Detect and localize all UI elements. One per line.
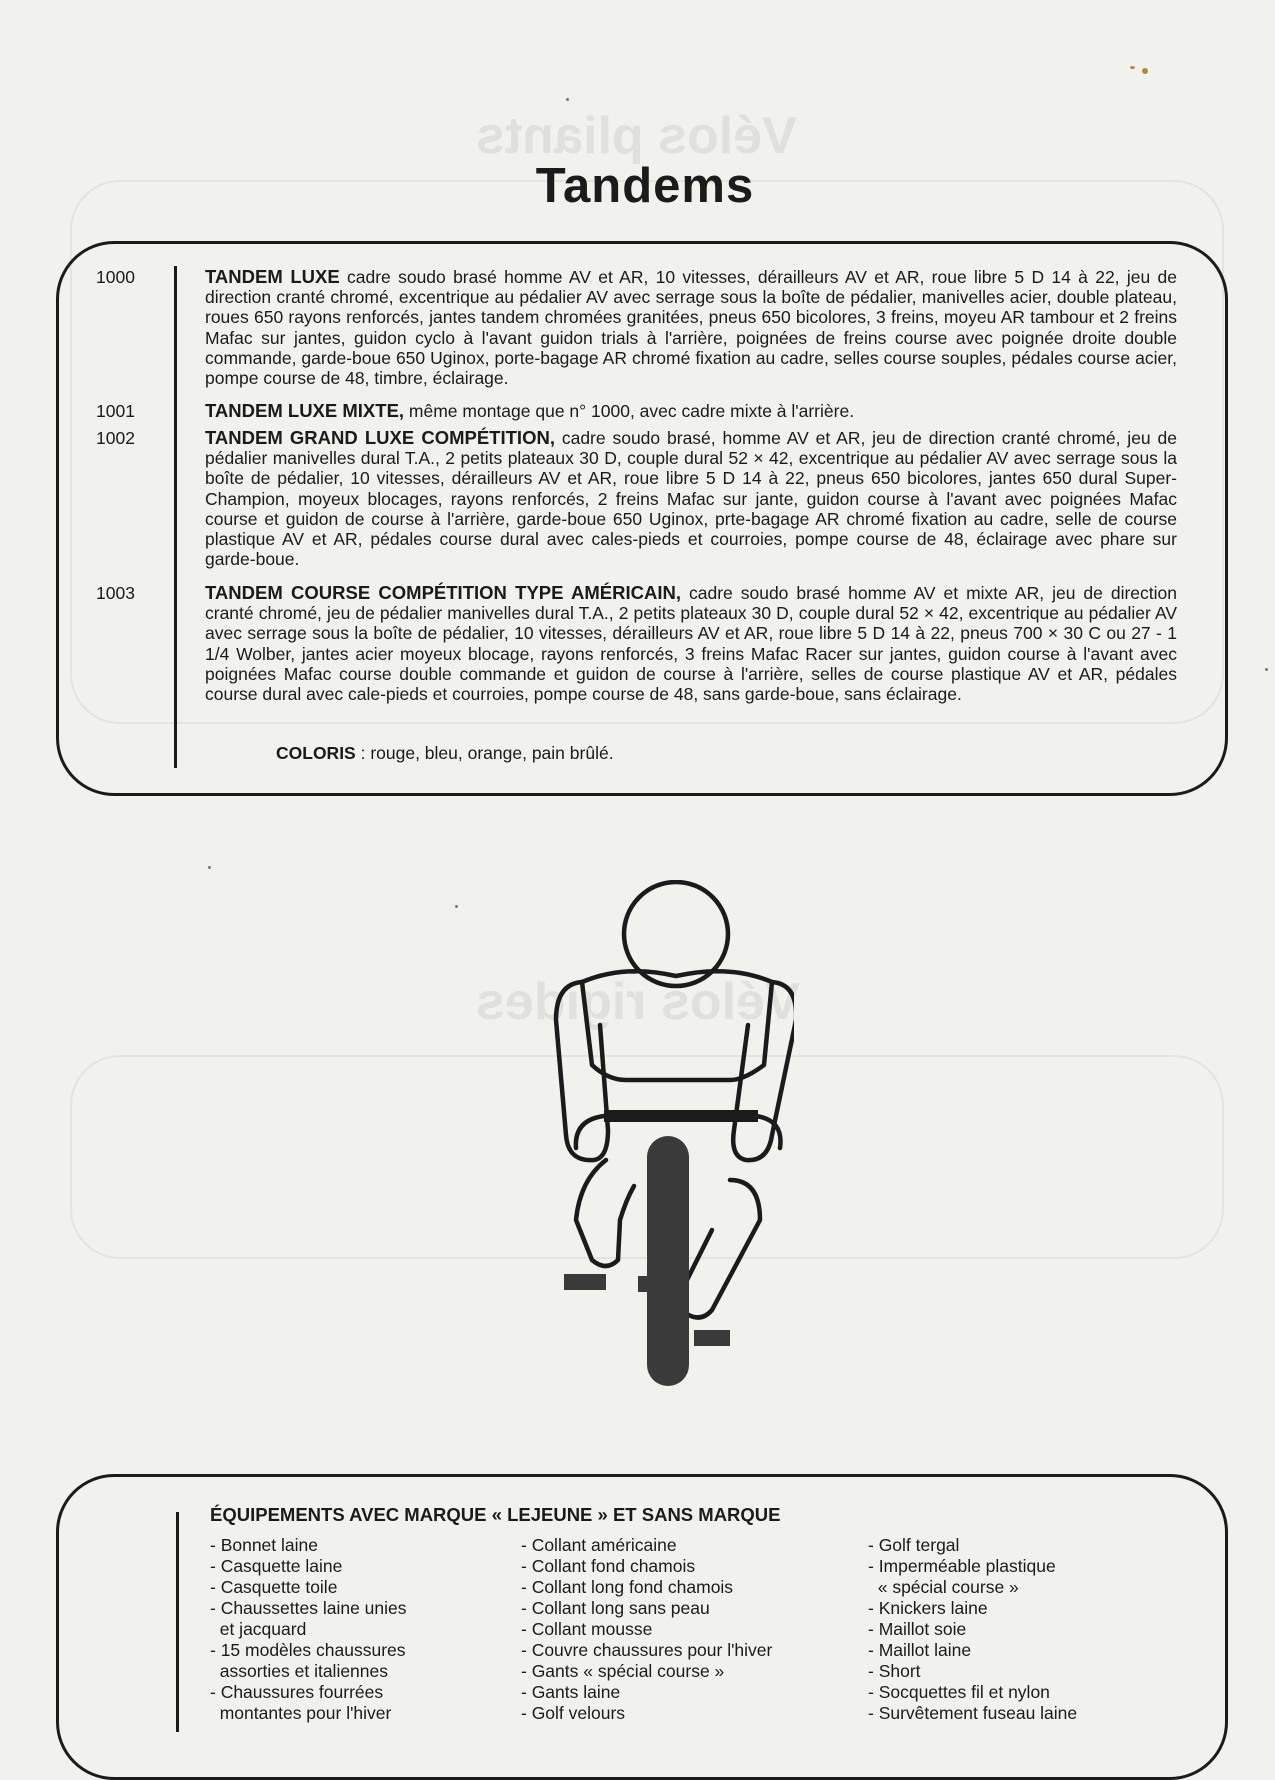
equipment-column-1 xyxy=(210,1535,407,1724)
tandems-divider xyxy=(174,266,177,768)
list-item: « spécial course » xyxy=(868,1577,1019,1597)
list-item: - Maillot soie xyxy=(868,1619,967,1639)
page-title: Tandems xyxy=(535,159,755,213)
equipment-column-2 xyxy=(521,1535,772,1724)
list-item: - Gants « spécial course » xyxy=(521,1661,725,1681)
tandem-name: TANDEM LUXE MIXTE, xyxy=(205,400,405,421)
list-item: - Short xyxy=(868,1661,921,1681)
coloris-value: : rouge, bleu, orange, pain brûlé. xyxy=(355,743,614,763)
list-item: - Golf tergal xyxy=(868,1535,960,1555)
list-item: montantes pour l'hiver xyxy=(210,1703,392,1723)
list-item: - Maillot laine xyxy=(868,1640,972,1660)
ghost-title-top: Vélos pliants xyxy=(476,107,797,165)
list-item: - Casquette laine xyxy=(210,1556,343,1576)
item-number-1003: 1003 xyxy=(96,583,135,603)
list-item: - Gants laine xyxy=(521,1682,621,1702)
list-item: - 15 modèles chaussures xyxy=(210,1640,406,1660)
list-item: - Collant long fond chamois xyxy=(521,1577,734,1597)
speck xyxy=(566,98,569,101)
list-item: - Collant mousse xyxy=(521,1619,653,1639)
tandem-name: TANDEM LUXE xyxy=(205,266,340,287)
tandem-entry-1002 xyxy=(205,428,1177,569)
list-item: et jacquard xyxy=(210,1619,307,1639)
tandem-entry-1001 xyxy=(205,401,1177,421)
tandem-name: TANDEM COURSE COMPÉTITION TYPE AMÉRICAIN, xyxy=(205,582,681,603)
equipment-column-3 xyxy=(868,1535,1077,1724)
cyclist-pictogram-icon xyxy=(534,880,794,1390)
tandem-description: cadre soudo brasé homme AV et mixte AR, jeu de direction cranté chromé, jeu de pédalier manivelles dural T.A., 2 petits plateaux 30 D, couple dural 52 × 42, excentrique au pédalier AV avec serrage sous la boîte de pédalier, 10 vitesses, dérailleurs AV et AR, roue libre 5 D 14 à 22, pneus 700 × 30 C ou 27 - 1 1/4 Wolber, jantes acier moyeux blocage, rayons renforcés, 3 freins Mafac Racer sur jantes, guidon course à l'avant avec poignées Mafac course double commande et guidon de course à l'arrière, selles de course plastique AV et AR, pédales course dural avec cale-pieds et courroies, pompe course de 48, sans garde-boue, sans éclairage. xyxy=(205,583,1177,705)
list-item: - Knickers laine xyxy=(868,1598,988,1618)
speck xyxy=(208,866,211,869)
tandem-entry-1003 xyxy=(205,583,1177,704)
equipment-title: ÉQUIPEMENTS AVEC MARQUE « LEJEUNE » ET SANS MARQUE xyxy=(210,1504,781,1525)
coloris-label: COLORIS xyxy=(276,743,356,763)
tandem-description: même montage que n° 1000, avec cadre mixte à l'arrière. xyxy=(404,401,855,421)
list-item: - Bonnet laine xyxy=(210,1535,318,1555)
list-item: - Imperméable plastique xyxy=(868,1556,1056,1576)
list-item: - Golf velours xyxy=(521,1703,626,1723)
list-item: - Socquettes fil et nylon xyxy=(868,1682,1050,1702)
list-item: - Collant fond chamois xyxy=(521,1556,696,1576)
list-item: - Couvre chaussures pour l'hiver xyxy=(521,1640,773,1660)
item-number-1001: 1001 xyxy=(96,401,135,421)
speck xyxy=(1142,68,1148,74)
coloris-line xyxy=(276,743,614,764)
list-item: - Chaussures fourrées xyxy=(210,1682,384,1702)
speck xyxy=(1130,66,1135,69)
list-item: - Collant long sans peau xyxy=(521,1598,710,1618)
list-item: - Casquette toile xyxy=(210,1577,338,1597)
list-item: - Chaussettes laine unies xyxy=(210,1598,407,1618)
list-item: assorties et italiennes xyxy=(210,1661,389,1681)
tandem-description: cadre soudo brasé homme AV et AR, 10 vitesses, dérailleurs AV et AR, roue libre 5 D 14 à 22, jeu de direction cranté chromé, excentrique au pédalier AV avec serrage sous la boîte de pédalier, manivelles acier, double plateau, roues 650 rayons renforcés, jantes tandem chromées granitées, pneus 650 bicolores, 3 freins, moyeu AR tambour et 2 freins Mafac sur jantes, guidon cyclo à l'avant guidon trials à l'arrière, poignées de freins course avec poignée droite double commande, garde-boue 650 Uginox, porte-bagage AR chromé fixation au cadre, selles course souples, pédales course acier, pompe course de 48, timbre, éclairage. xyxy=(205,267,1177,389)
speck xyxy=(1265,668,1268,671)
speck xyxy=(455,905,458,908)
equipment-divider xyxy=(176,1512,179,1732)
tandem-name: TANDEM GRAND LUXE COMPÉTITION, xyxy=(205,427,555,448)
list-item: - Survêtement fuseau laine xyxy=(868,1703,1078,1723)
list-item: - Collant américaine xyxy=(521,1535,677,1555)
tandem-description: cadre soudo brasé, homme AV et AR, jeu de direction cranté chromé, jeu de pédalier manivelles dural T.A., 2 petits plateaux 30 D, couple dural 52 × 42, excentrique au pédalier AV avec serrage sous la boîte de pédalier, 10 vitesses, dérailleurs AV et AR, roue libre 5 D 14 à 22, pneus 650 bicolores, jantes 650 dural Super-Champion, moyeux blocages, rayons renforcés, 2 freins Mafac sur jante, guidon course à l'avant avec poignées Mafac course et guidon de course à l'arrière, garde-boue 650 Uginox, prte-bagage AR chromé fixation au cadre, selle de course plastique AV et AR, pédales course dural avec cales-pieds et courroies, pompe course de 48, éclairage avec phare sur garde-boue. xyxy=(205,428,1177,570)
item-number-1000: 1000 xyxy=(96,267,135,287)
ghost-title-mid: Vélos rigides xyxy=(476,973,800,1031)
tandem-entry-1000 xyxy=(205,267,1177,388)
item-number-1002: 1002 xyxy=(96,428,135,448)
